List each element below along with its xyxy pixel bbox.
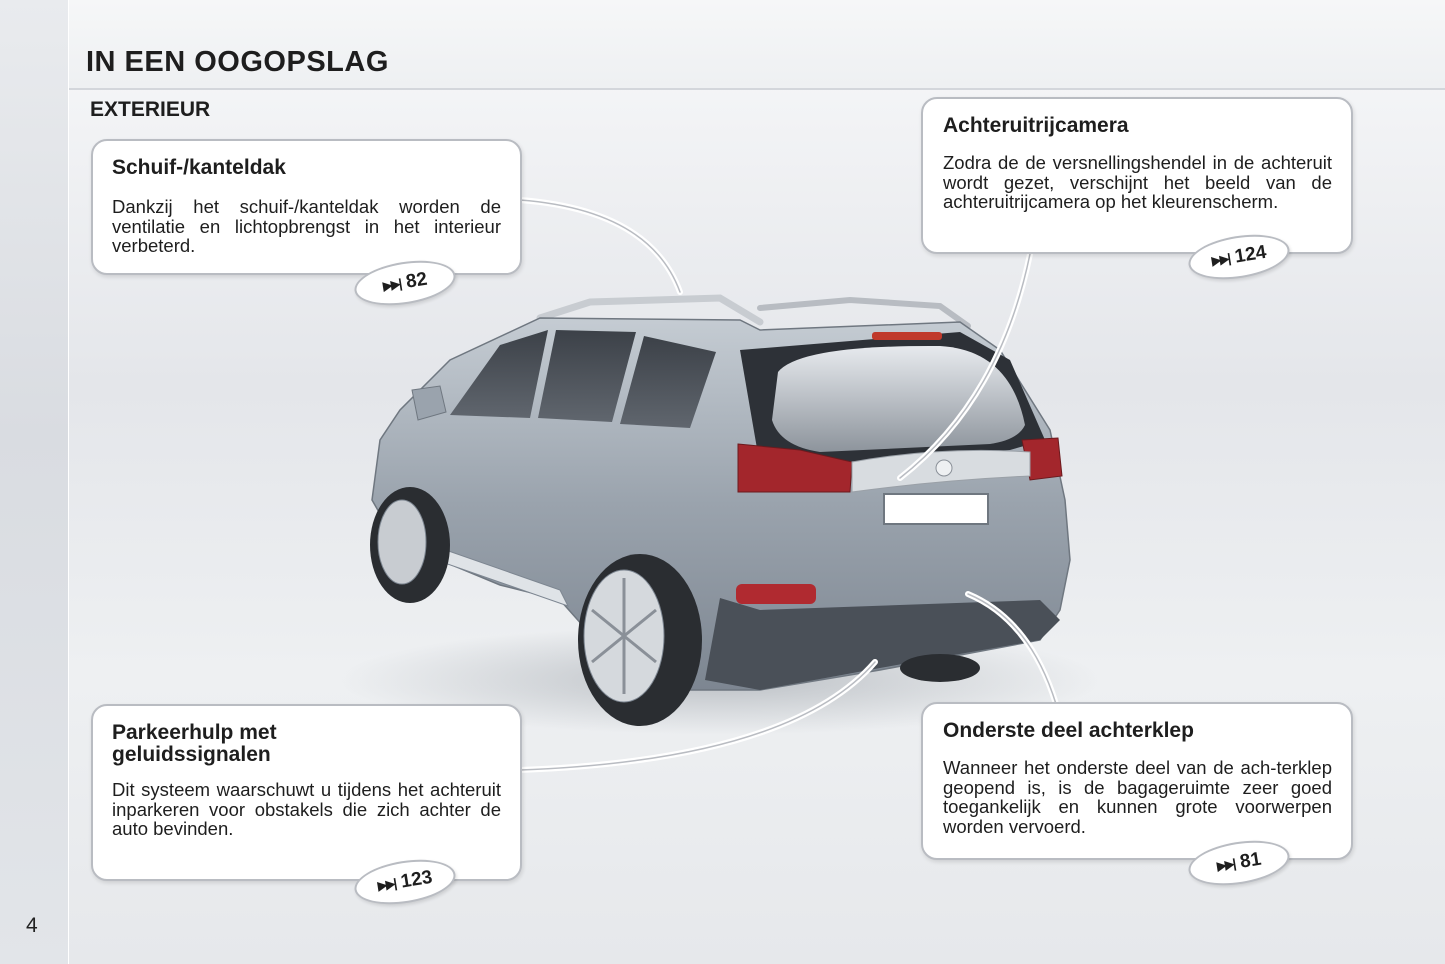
callout-sunroof — [91, 139, 522, 275]
callout-tailgate — [921, 702, 1353, 860]
callout-parking-title-line1: Parkeerhulp met — [112, 721, 277, 744]
skip-forward-icon: ▶▶| — [1215, 855, 1236, 874]
callout-parking — [91, 704, 522, 881]
skip-forward-icon: ▶▶| — [1210, 250, 1231, 269]
page-ref-camera-number: 124 — [1233, 241, 1268, 268]
callout-parking-title-line2: geluidssignalen — [112, 743, 271, 766]
callout-camera-title: Achteruitrijcamera — [943, 114, 1129, 137]
callout-camera — [921, 97, 1353, 254]
skip-forward-icon: ▶▶| — [376, 875, 397, 894]
callout-sunroof-title: Schuif-/kanteldak — [112, 156, 286, 179]
page-number: 4 — [26, 914, 38, 937]
page-title: IN EEN OOGOPSLAG — [86, 46, 389, 78]
page-ref-parking-number: 123 — [399, 866, 434, 893]
skip-forward-icon: ▶▶| — [381, 275, 402, 294]
callout-tailgate-title: Onderste deel achterklep — [943, 719, 1194, 742]
callout-camera-text: Zodra de de versnellingshendel in de achteruit wordt gezet, verschijnt het beeld van de achteruitrijcamera op het kleurenscherm. — [943, 152, 1332, 212]
page-ref-sunroof-number: 82 — [404, 268, 429, 293]
callout-sunroof-text: Dankzij het schuif-/kanteldak worden de ventilatie en lichtopbrengst in het interieur verbeterd. — [112, 196, 501, 256]
section-title: EXTERIEUR — [90, 98, 211, 121]
page-ref-tailgate-number: 81 — [1238, 848, 1263, 873]
callout-parking-text: Dit systeem waarschuwt u tijdens het achteruit inparkeren voor obstakels die zich achter de auto bevinden. — [112, 779, 501, 839]
callout-tailgate-text: Wanneer het onderste deel van de ach-terklep geopend is, is de bagageruimte zeer goed toegankelijk en kunnen grote voorwerpen worden vervoerd. — [943, 757, 1332, 837]
